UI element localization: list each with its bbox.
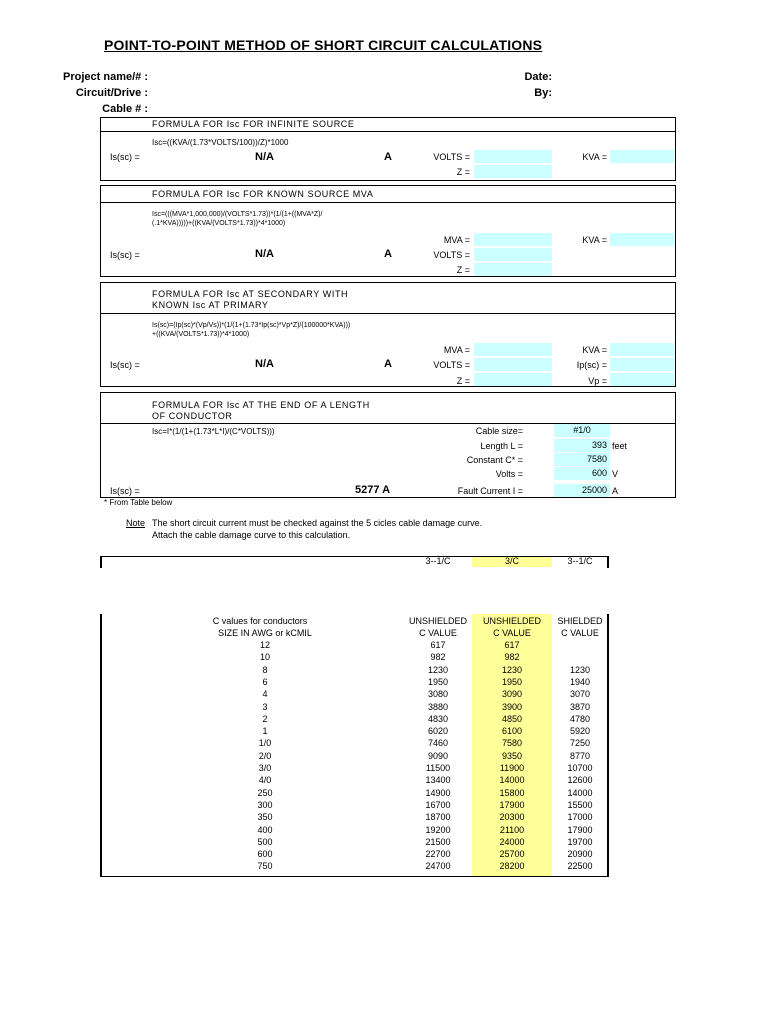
project-label: Project name/# : (63, 71, 148, 83)
unshielded-3c-c-value: 982 (504, 652, 520, 663)
section1-z-input[interactable] (474, 165, 552, 178)
section2-mva-input[interactable] (474, 233, 552, 246)
unshielded-3c-c-value: 4850 (501, 713, 523, 724)
section3-mva-input[interactable] (474, 343, 552, 356)
table-row (0, 763, 768, 775)
section3-ip-input[interactable] (610, 358, 674, 371)
conductor-size: 400 (257, 824, 273, 835)
conductor-size: 1 (262, 726, 268, 737)
shielded-c-value: 20900 (567, 849, 593, 860)
unshielded-3c-c-value: 1950 (501, 676, 523, 687)
section2-kva-input[interactable] (610, 233, 674, 246)
table-row (0, 751, 768, 763)
section3-volts-input[interactable] (474, 358, 552, 371)
by-label: By: (534, 87, 552, 99)
shielded-c-value: 3870 (569, 701, 591, 712)
table-row (0, 849, 768, 861)
section1-result-label: Is(sc) = (110, 152, 140, 162)
cable-size-label: Cable size= (475, 426, 523, 436)
conductor-size: 350 (257, 812, 273, 823)
conductor-size: 8 (262, 664, 268, 675)
unshielded-c-value: 24700 (425, 861, 451, 872)
unshielded-3c-c-value: 24000 (499, 836, 525, 847)
table-row (0, 788, 768, 800)
date-label: Date: (524, 71, 552, 83)
unshielded-c-value: 1230 (427, 664, 449, 675)
selector-option-3c[interactable]: 3/C (504, 556, 519, 566)
table-row (0, 837, 768, 849)
shielded-c-value: 3070 (569, 689, 591, 700)
table-heading-line1: C values for conductors (212, 616, 308, 626)
unshielded-3c-c-value: 6100 (501, 726, 523, 737)
shielded-c-value: 15500 (567, 799, 593, 810)
col2-header-line1: UNSHIELDED (482, 616, 541, 626)
constant-label: Constant C* = (466, 455, 523, 465)
section3-result: N/A (255, 358, 274, 370)
section1-kva-label: KVA = (582, 152, 607, 162)
fault-current-label: Fault Current I = (457, 486, 523, 496)
shielded-c-value: 14000 (567, 787, 593, 798)
section4-heading-line1: FORMULA FOR Isc AT THE END OF A LENGTH (152, 400, 370, 410)
unshielded-c-value: 11500 (425, 763, 451, 773)
note-line1: The short circuit current must be checked against the 5 cicles cable damage curve. (152, 518, 483, 528)
conductor-size: 6 (262, 676, 268, 687)
section3-formula-line2: +((KVA/(VOLTS*1.73))*4*1000) (152, 331, 250, 338)
page-title: POINT-TO-POINT METHOD OF SHORT CIRCUIT CALCULATIONS (104, 37, 543, 53)
section3-unit: A (384, 358, 392, 370)
shielded-c-value: 4780 (569, 713, 591, 724)
unshielded-3c-c-value: 11900 (499, 763, 525, 773)
section1-unit: A (384, 151, 392, 163)
shielded-c-value: 1940 (569, 676, 591, 687)
unshielded-3c-c-value: 3900 (501, 701, 523, 712)
unshielded-c-value: 22700 (425, 849, 451, 860)
conductor-size: 500 (257, 836, 273, 847)
section2-unit: A (384, 248, 392, 260)
table-row (0, 677, 768, 689)
unshielded-3c-c-value: 1230 (501, 664, 523, 675)
section-divider (100, 202, 676, 203)
table-bottom-border (100, 876, 609, 877)
section1-volts-input[interactable] (474, 150, 552, 163)
col3-header-line1: SHIELDED (557, 616, 603, 626)
constant-value[interactable]: 7580 (554, 453, 610, 466)
section-divider (100, 313, 676, 314)
conductor-size: 600 (257, 849, 273, 860)
table-heading-line2: SIZE IN AWG or kCMIL (218, 628, 312, 638)
unshielded-3c-c-value: 21100 (499, 824, 525, 835)
section2-formula-line2: (.1*KVA)))))+((KVA/(VOLTS*1.73))*4*1000) (152, 220, 286, 227)
section3-volts-label: VOLTS = (433, 360, 470, 370)
unshielded-c-value: 617 (430, 640, 446, 650)
section4-heading-line2: OF CONDUCTOR (152, 411, 233, 421)
unshielded-c-value: 3080 (427, 689, 449, 700)
volts-label: Volts = (495, 469, 523, 479)
conductor-size: 2 (262, 713, 268, 724)
unshielded-c-value: 19200 (425, 824, 451, 835)
unshielded-3c-c-value: 617 (504, 640, 520, 650)
table-row (0, 689, 768, 701)
unshielded-c-value: 9090 (427, 750, 449, 761)
unshielded-c-value: 6020 (427, 726, 449, 737)
section3-z-input[interactable] (474, 373, 552, 386)
section3-vp-input[interactable] (610, 373, 674, 386)
unshielded-3c-c-value: 28200 (499, 861, 525, 872)
volts-unit: V (612, 469, 619, 479)
cable-size-value[interactable]: #1/0 (554, 424, 610, 437)
shielded-c-value: 1230 (569, 664, 591, 675)
section4-result-label: Is(sc) = (110, 486, 140, 496)
unshielded-c-value: 4830 (427, 713, 449, 724)
section1-formula: Isc=((KVA/(1.73*VOLTS/100))/Z)*1000 (152, 138, 289, 147)
selector-option-3-1c-shielded[interactable]: 3--1/C (567, 556, 593, 566)
unshielded-c-value: 982 (430, 652, 446, 663)
shielded-c-value: 17900 (567, 824, 593, 835)
shielded-c-value: 8770 (569, 750, 591, 761)
conductor-size: 3/0 (258, 763, 272, 773)
unshielded-3c-c-value: 15800 (499, 787, 525, 798)
section2-formula-line1: Isc=(((MVA*1,000,000)/(VOLTS*1.73))*(1/(1+((MVA*Z)/ (152, 211, 323, 218)
length-unit: feet (612, 441, 628, 451)
unshielded-3c-c-value: 25700 (499, 849, 525, 860)
note-line2: Attach the cable damage curve to this calculation. (152, 530, 351, 540)
unshielded-3c-c-value: 17900 (499, 799, 525, 810)
footnote: * From Table below (104, 498, 173, 507)
selector-left-border (100, 556, 102, 568)
unshielded-c-value: 1950 (427, 676, 449, 687)
section3-kva-input[interactable] (610, 343, 674, 356)
cable-label: Cable # : (102, 103, 148, 115)
shielded-c-value: 22500 (567, 861, 593, 872)
unshielded-3c-c-value: 14000 (499, 775, 525, 786)
unshielded-3c-c-value: 20300 (499, 812, 525, 823)
conductor-size: 2/0 (258, 750, 272, 761)
conductor-size: 4 (262, 689, 268, 700)
section3-kva-label: KVA = (582, 345, 607, 355)
section3-result-label: Is(sc) = (110, 360, 140, 370)
section3-z-label: Z = (456, 376, 470, 386)
shielded-c-value: 10700 (567, 763, 593, 773)
table-row (0, 861, 768, 873)
section2-result-label: Is(sc) = (110, 250, 140, 260)
unshielded-3c-c-value: 3090 (501, 689, 523, 700)
unshielded-c-value: 7460 (427, 738, 449, 749)
conductor-size: 4/0 (258, 775, 272, 786)
conductor-size: 300 (257, 799, 273, 810)
section4-formula: Isc=I*(1/(1+(1.73*L*I)/(C*VOLTS))) (152, 427, 275, 436)
section2-mva-label: MVA = (443, 235, 470, 245)
table-row (0, 825, 768, 837)
table-row (0, 714, 768, 726)
section3-vp-label: Vp = (588, 376, 607, 386)
table-row (0, 652, 768, 664)
col3-header-line2: C VALUE (561, 628, 599, 638)
section1-heading: FORMULA FOR Isc FOR INFINITE SOURCE (152, 119, 355, 129)
unshielded-c-value: 21500 (425, 836, 451, 847)
length-label: Length L = (480, 441, 523, 451)
section-divider (100, 131, 676, 132)
unshielded-c-value: 3880 (427, 701, 449, 712)
unshielded-c-value: 13400 (425, 775, 451, 786)
conductor-size: 750 (257, 861, 273, 872)
section2-z-input[interactable] (474, 263, 552, 276)
col1-header-line1: UNSHIELDED (408, 616, 467, 626)
shielded-c-value: 5920 (569, 726, 591, 737)
unshielded-3c-c-value: 7580 (501, 738, 523, 749)
table-row (0, 640, 768, 652)
section3-ip-label: Ip(sc) = (576, 360, 607, 370)
conductor-size: 3 (262, 701, 268, 712)
fault-current-input[interactable]: 25000 (554, 484, 610, 497)
unshielded-c-value: 16700 (425, 799, 451, 810)
conductor-size: 10 (259, 652, 270, 663)
section3-formula-line1: Is(sc)=(Ip(sc)*(Vp/Vs))*(1/(1+(1.73*Ip(sc)*Vp*Z)/(100000*KVA))) (152, 322, 351, 329)
shielded-c-value: 19700 (567, 836, 593, 847)
col2-header-line2: C VALUE (493, 628, 531, 638)
shielded-c-value: 7250 (569, 738, 591, 749)
section2-result: N/A (255, 248, 274, 260)
section2-heading: FORMULA FOR Isc FOR KNOWN SOURCE MVA (152, 189, 374, 199)
conductor-size: 1/0 (258, 738, 272, 749)
length-input[interactable]: 393 (554, 439, 610, 452)
section3-heading-line1: FORMULA FOR Isc AT SECONDARY WITH (152, 289, 349, 299)
unshielded-c-value: 14900 (425, 787, 451, 798)
table-row (0, 665, 768, 677)
table-row (0, 702, 768, 714)
section1-kva-input[interactable] (610, 150, 674, 163)
shielded-c-value: 12600 (567, 775, 593, 786)
circuit-label: Circuit/Drive : (75, 87, 148, 99)
fault-current-unit: A (612, 486, 619, 496)
table-row (0, 800, 768, 812)
conductor-size: 12 (259, 640, 270, 650)
col1-header-line2: C VALUE (419, 628, 457, 638)
unshielded-3c-c-value: 9350 (501, 750, 523, 761)
volts-input[interactable]: 600 (554, 467, 610, 480)
section4-result: 5277 A (355, 484, 391, 496)
unshielded-c-value: 18700 (425, 812, 451, 823)
section2-volts-label: VOLTS = (433, 250, 470, 260)
section2-kva-label: KVA = (582, 235, 607, 245)
section2-volts-input[interactable] (474, 248, 552, 261)
section3-mva-label: MVA = (443, 345, 470, 355)
section1-volts-label: VOLTS = (433, 152, 470, 162)
table-row (0, 726, 768, 738)
conductor-size: 250 (257, 787, 273, 798)
section2-z-label: Z = (456, 265, 470, 275)
note-label: Note (126, 518, 146, 528)
table-row (0, 775, 768, 787)
section3-heading-line2: KNOWN Isc AT PRIMARY (152, 300, 269, 310)
section1-z-label: Z = (456, 167, 470, 177)
table-row (0, 812, 768, 824)
shielded-c-value: 17000 (567, 812, 593, 823)
section1-result: N/A (255, 151, 274, 163)
table-row (0, 738, 768, 750)
selector-option-3-1c-unshielded[interactable]: 3--1/C (425, 556, 451, 566)
